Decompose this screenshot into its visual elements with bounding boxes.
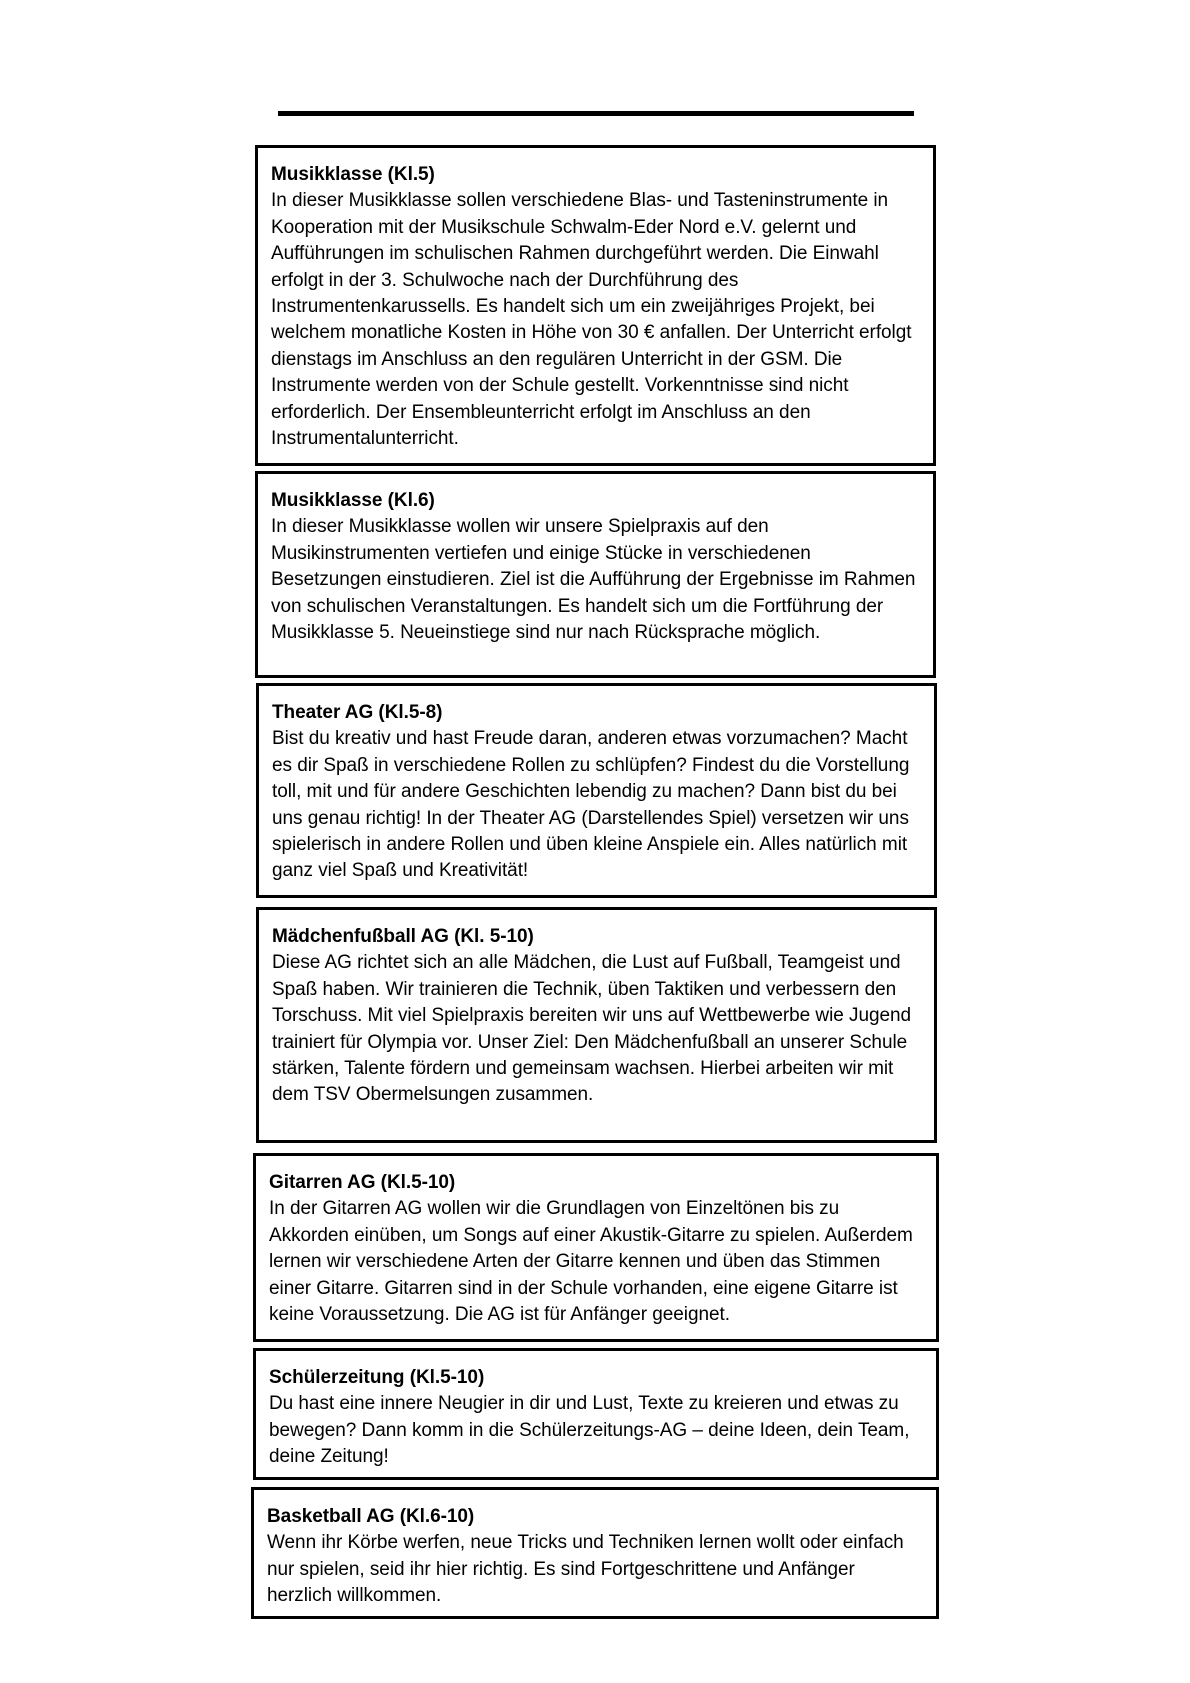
card-theater-ag (256, 683, 937, 898)
card-text: Bist du kreativ und hast Freude daran, anderen etwas vorzumachen? Macht es dir Spaß in verschiedene Rollen zu schlüpfen? Findest du die Vorstellung toll, mit und für andere Geschichten lebendig zu machen? Dann bist du bei uns genau richtig! In der Theater AG (Darstellendes Spiel) versetzen wir uns spielerisch in andere Rollen und üben kleine Anspiele ein. Alles natürlich mit ganz viel Spaß und Kreativität! (272, 728, 910, 882)
card-musikklasse-6 (255, 471, 936, 678)
card-title: Schülerzeitung (Kl.5-10) (269, 1367, 485, 1388)
card-text: In der Gitarren AG wollen wir die Grundlagen von Einzeltönen bis zu Akkorden einüben, um Songs auf einer Akustik-Gitarre zu spielen. Außerdem lernen wir verschiedene Arten der Gitarre kennen und üben das Stimmen einer Gitarre. Gitarren sind in der Schule vorhanden, eine eigene Gitarre ist keine Voraussetzung. Die AG ist für Anfänger geeignet. (269, 1198, 913, 1326)
top-divider-rule (278, 111, 914, 116)
card-basketball-ag (251, 1487, 939, 1619)
card-text: In dieser Musikklasse wollen wir unsere Spielpraxis auf den Musikinstrumenten vertiefen und einige Stücke in verschiedenen Besetzungen einstudieren. Ziel ist die Aufführung der Ergebnisse im Rahmen von schulischen Veranstaltungen. Es handelt sich um die Fortführung der Musikklasse 5. Neueinstiege sind nur nach Rücksprache möglich. (271, 516, 916, 644)
card-text: Wenn ihr Körbe werfen, neue Tricks und Techniken lernen wollt oder einfach nur spielen, seid ihr hier richtig. Es sind Fortgeschrittene und Anfänger herzlich willkommen. (267, 1532, 904, 1607)
card-text: Diese AG richtet sich an alle Mädchen, die Lust auf Fußball, Teamgeist und Spaß haben. Wir trainieren die Technik, üben Taktiken und verbessern den Torschuss. Mit viel Spielpraxis bereiten wir uns auf Wettbewerbe wie Jugend trainiert für Olympia vor. Unser Ziel: Den Mädchenfußball an unserer Schule stärken, Talente fördern und gemeinsam wachsen. Hierbei arbeiten wir mit dem TSV Obermelsungen zusammen. (272, 952, 912, 1106)
card-text: Du hast eine innere Neugier in dir und Lust, Texte zu kreieren und etwas zu bewegen? Dann komm in die Schülerzeitungs-AG – deine Ideen, dein Team, deine Zeitung! (269, 1393, 910, 1468)
card-title: Basketball AG (Kl.6-10) (267, 1506, 475, 1527)
card-title: Theater AG (Kl.5-8) (272, 702, 443, 723)
card-maedchenfussball-ag (256, 907, 937, 1143)
card-title: Musikklasse (Kl.5) (271, 164, 435, 185)
card-title: Gitarren AG (Kl.5-10) (269, 1172, 456, 1193)
card-musikklasse-5 (255, 145, 936, 466)
card-title: Mädchenfußball AG (Kl. 5-10) (272, 926, 534, 947)
card-schuelerzeitung (253, 1348, 939, 1480)
card-gitarren-ag (253, 1153, 939, 1342)
card-title: Musikklasse (Kl.6) (271, 490, 435, 511)
card-text: In dieser Musikklasse sollen verschiedene Blas- und Tasteninstrumente in Kooperation mit der Musikschule Schwalm-Eder Nord e.V. gelernt und Aufführungen im schulischen Rahmen durchgeführt werden. Die Einwahl erfolgt in der 3. Schulwoche nach der Durchführung des Instrumentenkarussells. Es handelt sich um ein zweijähriges Projekt, bei welchem monatliche Kosten in Höhe von 30 € anfallen. Der Unterricht erfolgt dienstags im Anschluss an den regulären Unterricht in der GSM. Die Instrumente werden von der Schule gestellt. Vorkenntnisse sind nicht erforderlich. Der Ensembleunterricht erfolgt im Anschluss an den Instrumentalunterricht. (271, 190, 912, 450)
